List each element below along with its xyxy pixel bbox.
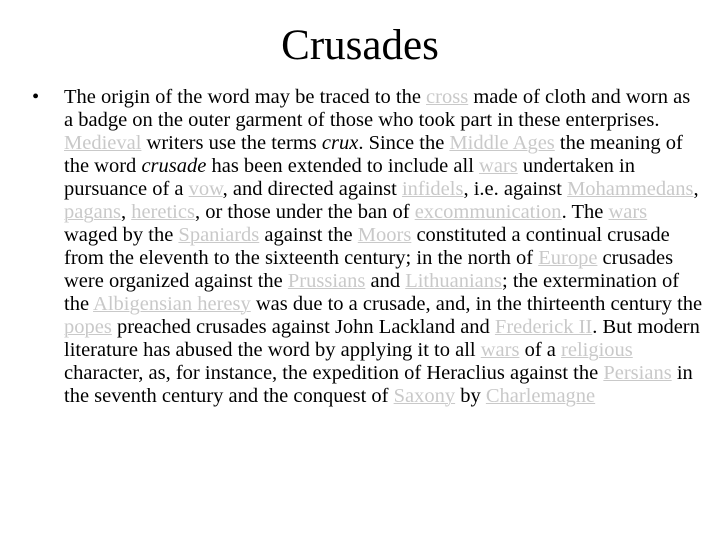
text-run: preached crusades against John Lackland and (111, 316, 495, 338)
text-run: , or those under the ban of (194, 201, 415, 223)
text-run: waged by the (64, 224, 179, 246)
hyperlink-wars[interactable]: wars (608, 201, 648, 223)
italic-term: crusade (141, 155, 207, 177)
hyperlink-moors[interactable]: Moors (357, 224, 412, 246)
text-run: , (693, 178, 699, 200)
hyperlink-europe[interactable]: Europe (538, 247, 598, 269)
text-run: . But modern literature has abused the word by applying it to all (64, 316, 700, 361)
hyperlink-cross[interactable]: cross (426, 86, 469, 108)
hyperlink-medieval[interactable]: Medieval (64, 132, 142, 154)
hyperlink-persians[interactable]: Persians (603, 362, 672, 384)
bullet-text (64, 86, 702, 407)
text-run: writers use the terms (141, 132, 322, 154)
text-run: , (120, 201, 132, 223)
text-run: ; the extermination of the (64, 270, 680, 315)
text-run: made of cloth and worn as a badge on the outer garment of those who took part in these enterprises. (64, 86, 691, 131)
text-run: in the seventh century and the conquest of (64, 362, 693, 407)
hyperlink-excommunication[interactable]: excommunication (414, 201, 562, 223)
text-run: the meaning of the word (64, 132, 683, 177)
hyperlink-mohammedans[interactable]: Mohammedans (567, 178, 694, 200)
hyperlink-popes[interactable]: popes (64, 316, 112, 338)
hyperlink-albigensian-heresy[interactable]: Albigensian heresy (93, 293, 251, 315)
hyperlink-wars[interactable]: wars (479, 155, 518, 177)
hyperlink-charlemagne[interactable]: Charlemagne (485, 385, 596, 407)
text-run: against the (259, 224, 358, 246)
hyperlink-saxony[interactable]: Saxony (393, 385, 456, 407)
italic-term: crux (321, 132, 359, 154)
text-run: of a (519, 339, 562, 361)
hyperlink-heretics[interactable]: heretics (131, 201, 195, 223)
hyperlink-vow[interactable]: vow (188, 178, 223, 200)
hyperlink-spaniards[interactable]: Spaniards (178, 224, 260, 246)
text-run: character, as, for instance, the expedition of Heraclius against the (64, 362, 604, 384)
text-run: has been extended to include all (206, 155, 480, 177)
slide-title: Crusades (281, 22, 439, 69)
hyperlink-frederick-ii[interactable]: Frederick II (494, 316, 593, 338)
bullet-item (32, 86, 704, 408)
text-run: and (365, 270, 406, 292)
hyperlink-infidels[interactable]: infidels (401, 178, 464, 200)
text-run: by (455, 385, 486, 407)
hyperlink-prussians[interactable]: Prussians (287, 270, 366, 292)
text-run: constituted a continual crusade from the eleventh to the sixteenth century; in the north of (64, 224, 670, 269)
hyperlink-lithuanians[interactable]: Lithuanians (405, 270, 503, 292)
text-run: undertaken in pursuance of a (64, 155, 635, 200)
hyperlink-middle-ages[interactable]: Middle Ages (449, 132, 555, 154)
hyperlink-pagans[interactable]: pagans (64, 201, 121, 223)
text-run: , i.e. against (463, 178, 568, 200)
text-run: The origin of the word may be traced to the (64, 86, 427, 108)
hyperlink-wars[interactable]: wars (480, 339, 520, 361)
bullet-icon: • (32, 86, 40, 108)
hyperlink-religious[interactable]: religious (561, 339, 633, 361)
text-run: crusades were organized against the (64, 247, 674, 292)
text-run: . The (561, 201, 609, 223)
text-run: . Since the (358, 132, 450, 154)
text-run: was due to a crusade, and, in the thirteenth century the (250, 293, 703, 315)
text-run: , and directed against (222, 178, 402, 200)
